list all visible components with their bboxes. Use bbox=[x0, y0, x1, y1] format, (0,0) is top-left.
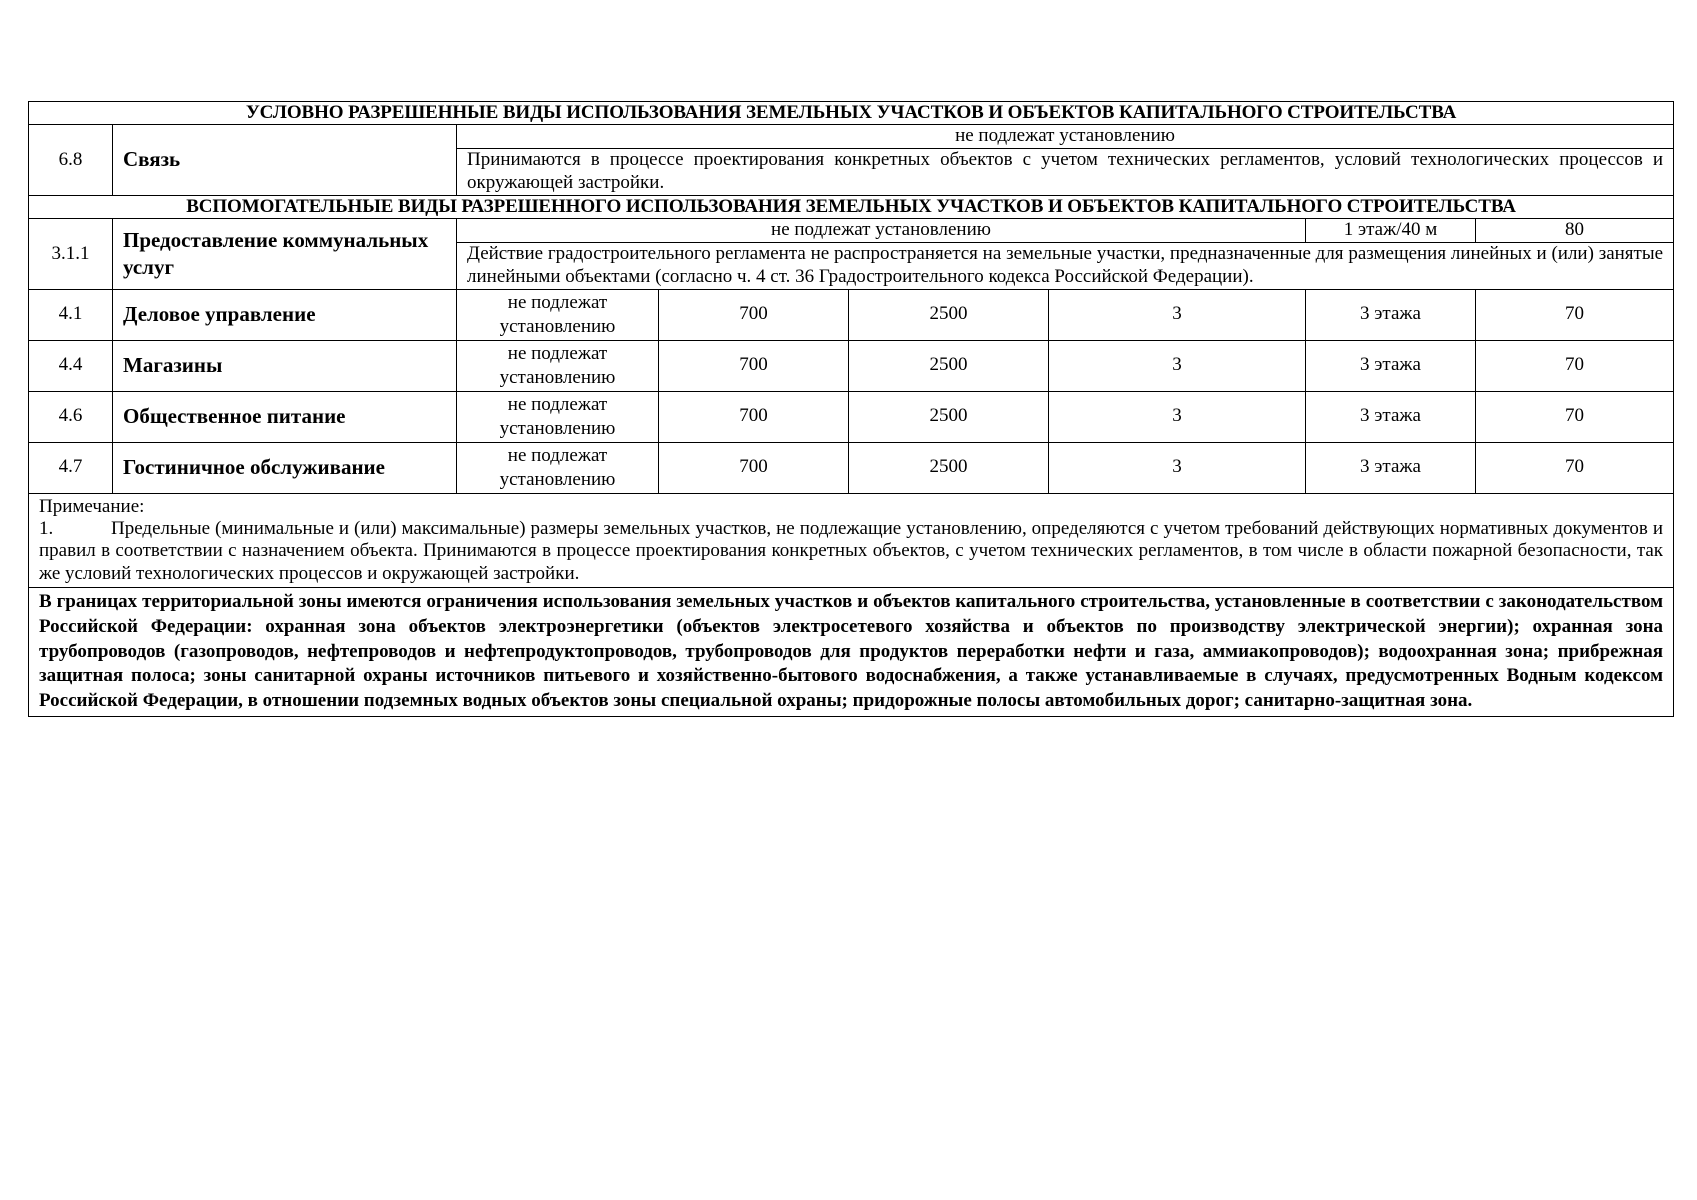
table-row bbox=[29, 340, 1674, 391]
row-max-area: 2500 bbox=[849, 442, 1049, 493]
row-name: Предоставление коммунальных услуг bbox=[113, 219, 457, 289]
row-code: 3.1.1 bbox=[29, 219, 113, 289]
row-min-area: 700 bbox=[659, 289, 849, 340]
row-floors: 3 этажа bbox=[1306, 340, 1476, 391]
row-max-area: 2500 bbox=[849, 289, 1049, 340]
row-min-area: 700 bbox=[659, 340, 849, 391]
conditional-section-header: УСЛОВНО РАЗРЕШЕННЫЕ ВИДЫ ИСПОЛЬЗОВАНИЯ ЗЕМЕЛЬНЫХ УЧАСТКОВ И ОБЪЕКТОВ КАПИТАЛЬНОГО СТРОИТЕЛЬСТВА bbox=[29, 102, 1674, 125]
note-item bbox=[39, 518, 1663, 585]
row-value: не подлежат установлению bbox=[457, 219, 1306, 242]
auxiliary-section-header-row bbox=[29, 195, 1674, 218]
row-code: 4.7 bbox=[29, 442, 113, 493]
row-size: не подлежат установлению bbox=[457, 442, 659, 493]
row-setback: 3 bbox=[1049, 340, 1306, 391]
row-max-area: 2500 bbox=[849, 340, 1049, 391]
row-name: Гостиничное обслуживание bbox=[113, 442, 457, 493]
row-name: Деловое управление bbox=[113, 289, 457, 340]
row-floors: 1 этаж/40 м bbox=[1306, 219, 1476, 242]
row-min-area: 700 bbox=[659, 442, 849, 493]
table-row bbox=[29, 442, 1674, 493]
row-name: Связь bbox=[113, 125, 457, 195]
note-row bbox=[29, 493, 1674, 588]
conditional-section-header-row bbox=[29, 102, 1674, 125]
row-name: Магазины bbox=[113, 340, 457, 391]
row-setback: 3 bbox=[1049, 442, 1306, 493]
row-code: 6.8 bbox=[29, 125, 113, 195]
regulations-table bbox=[28, 101, 1674, 717]
row-max-area: 2500 bbox=[849, 391, 1049, 442]
row-coverage: 70 bbox=[1476, 391, 1674, 442]
note-title: Примечание: bbox=[39, 495, 145, 517]
row-code: 4.4 bbox=[29, 340, 113, 391]
note-item-number: 1. bbox=[39, 518, 54, 540]
restrictions-row bbox=[29, 588, 1674, 716]
row-size: не подлежат установлению bbox=[457, 340, 659, 391]
table-row bbox=[29, 219, 1674, 242]
table-row bbox=[29, 289, 1674, 340]
row-code: 4.1 bbox=[29, 289, 113, 340]
row-min-area: 700 bbox=[659, 391, 849, 442]
row-floors: 3 этажа bbox=[1306, 391, 1476, 442]
restrictions-text: В границах территориальной зоны имеются ограничения использования земельных участков и объектов капитального строительства, установленные в соответствии с законодательством Российской Федерации: охранная зона объектов электроэнергетики (объектов электросетевого хозяйства и объектов по производству электрической энергии); охранная зона трубопроводов (газопроводов, нефтепроводов и нефтепродуктопроводов, трубопроводов для продуктов переработки нефти и газа, аммиакопроводов); водоохранная зона; прибрежная защитная полоса; зоны санитарной охраны источников питьевого и хозяйственно-бытового водоснабжения, а также устанавливаемые в случаях, предусмотренных Водным кодексом Российской Федерации, в отношении подземных водных объектов зоны специальной охраны; придорожные полосы автомобильных дорог; санитарно-защитная зона. bbox=[29, 588, 1674, 716]
row-note: Действие градостроительного регламента не распространяется на земельные участки, предназначенные для размещения линейных и (или) занятые линейными объектами (согласно ч. 4 ст. 36 Градостроительного кодекса Российской Федерации). bbox=[457, 242, 1674, 289]
note-block bbox=[29, 493, 1674, 588]
row-coverage: 70 bbox=[1476, 340, 1674, 391]
row-floors: 3 этажа bbox=[1306, 289, 1476, 340]
table-row bbox=[29, 125, 1674, 148]
row-coverage: 70 bbox=[1476, 442, 1674, 493]
row-code: 4.6 bbox=[29, 391, 113, 442]
row-floors: 3 этажа bbox=[1306, 442, 1476, 493]
note-item-text: Предельные (минимальные и (или) максимальные) размеры земельных участков, не подлежащие установлению, определяются с учетом требований действующих нормативных документов и правил в соответствии с назначением объекта. Принимаются в процессе проектирования конкретных объектов, с учетом технических регламентов, в том числе в области пожарной безопасности, так же условий технологических процессов и окружающей застройки. bbox=[39, 518, 1664, 584]
row-coverage: 80 bbox=[1476, 219, 1674, 242]
row-value: не подлежат установлению bbox=[457, 125, 1674, 148]
row-size: не подлежат установлению bbox=[457, 289, 659, 340]
row-setback: 3 bbox=[1049, 391, 1306, 442]
row-note: Принимаются в процессе проектирования конкретных объектов с учетом технических регламентов, условий технологических процессов и окружающей застройки. bbox=[457, 148, 1674, 195]
row-name: Общественное питание bbox=[113, 391, 457, 442]
row-setback: 3 bbox=[1049, 289, 1306, 340]
row-size: не подлежат установлению bbox=[457, 391, 659, 442]
auxiliary-section-header: ВСПОМОГАТЕЛЬНЫЕ ВИДЫ РАЗРЕШЕННОГО ИСПОЛЬЗОВАНИЯ ЗЕМЕЛЬНЫХ УЧАСТКОВ И ОБЪЕКТОВ КАПИТАЛЬНОГО СТРОИТЕЛЬСТВА bbox=[29, 195, 1674, 218]
table-row bbox=[29, 391, 1674, 442]
row-coverage: 70 bbox=[1476, 289, 1674, 340]
